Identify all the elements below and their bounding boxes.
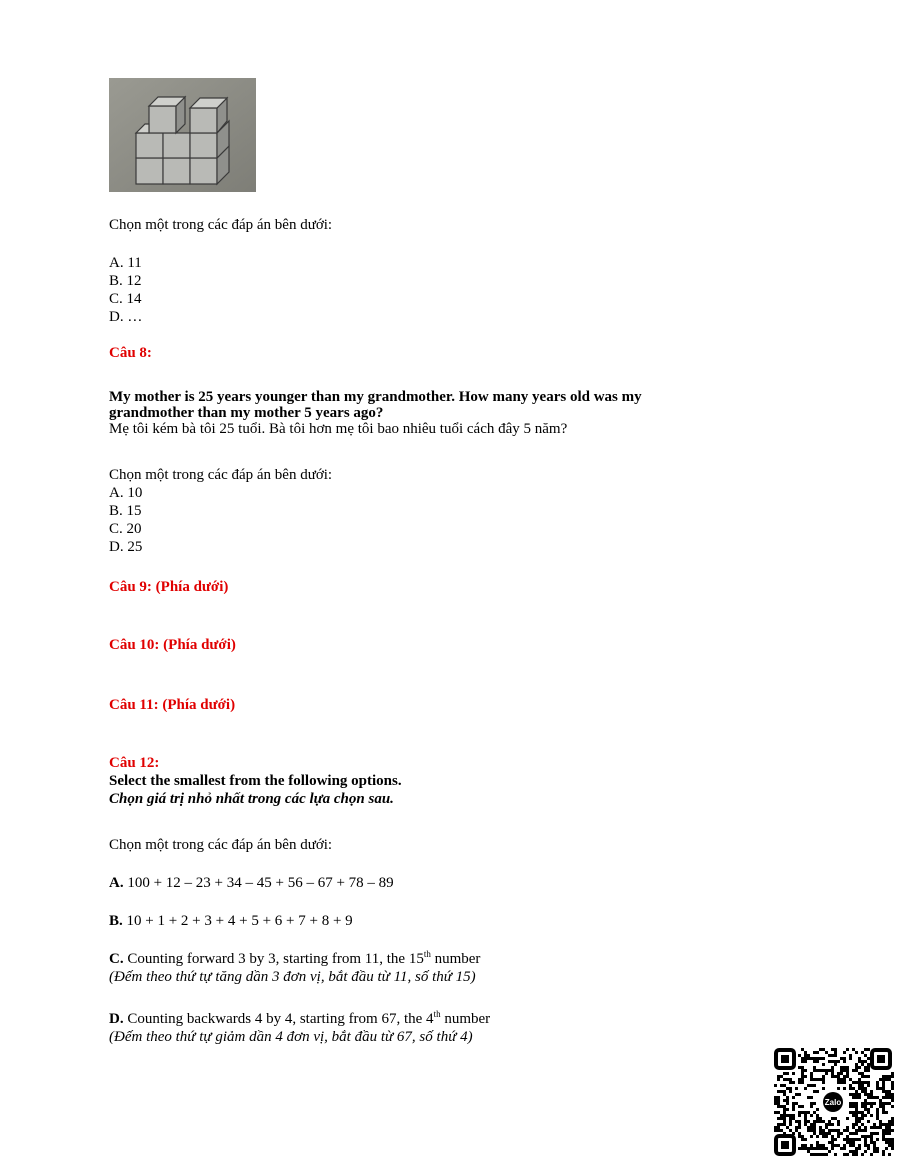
q12-option-d-vi: (Đếm theo thứ tự giảm dần 4 đơn vị, bắt đầu từ 67, số thứ 4) bbox=[109, 1029, 473, 1045]
q12-heading: Câu 12: bbox=[109, 755, 160, 771]
q12-option-b-letter: B. bbox=[109, 913, 123, 929]
q12-option-a-letter: A. bbox=[109, 875, 124, 891]
q12-option-c-text: Counting forward 3 by 3, starting from 11, the 15 bbox=[127, 951, 424, 967]
q8-heading: Câu 8: bbox=[109, 345, 152, 361]
q12-option-c-text-after: number bbox=[434, 951, 481, 967]
q8-option-c[interactable]: C. 20 bbox=[109, 521, 142, 537]
q7-option-a[interactable]: A. 11 bbox=[109, 255, 142, 271]
q7-choose-prompt: Chọn một trong các đáp án bên dưới: bbox=[109, 217, 333, 233]
q7-option-b[interactable]: B. 12 bbox=[109, 273, 142, 289]
zalo-qr-code[interactable] bbox=[772, 1046, 894, 1158]
q8-option-a[interactable]: A. 10 bbox=[109, 485, 143, 501]
q12-option-a[interactable] bbox=[109, 876, 394, 891]
q12-option-c-letter: C. bbox=[109, 951, 124, 967]
q7-option-d[interactable]: D. … bbox=[109, 309, 143, 325]
q8-question-vi: Mẹ tôi kém bà tôi 25 tuổi. Bà tôi hơn mẹ tôi bao nhiêu tuổi cách đây 5 năm? bbox=[109, 421, 568, 437]
q8-option-d[interactable]: D. 25 bbox=[109, 539, 143, 555]
q9-heading: Câu 9: (Phía dưới) bbox=[109, 579, 229, 595]
q12-option-b-text: 10 + 1 + 2 + 3 + 4 + 5 + 6 + 7 + 8 + 9 bbox=[126, 913, 353, 929]
q12-option-c[interactable] bbox=[109, 949, 481, 967]
q11-heading: Câu 11: (Phía dưới) bbox=[109, 697, 236, 713]
q12-choose-prompt: Chọn một trong các đáp án bên dưới: bbox=[109, 837, 333, 853]
q12-option-d-letter: D. bbox=[109, 1011, 124, 1027]
q12-option-d-text-after: number bbox=[444, 1011, 491, 1027]
q8-question-en-line2: grandmother than my mother 5 years ago? bbox=[109, 405, 384, 421]
q12-question-en: Select the smallest from the following options. bbox=[109, 773, 402, 789]
q8-choose-prompt: Chọn một trong các đáp án bên dưới: bbox=[109, 467, 333, 483]
q12-option-d-text: Counting backwards 4 by 4, starting from 67, the 4 bbox=[127, 1011, 434, 1027]
cube-stack-image bbox=[109, 78, 256, 192]
q12-option-d-sup: th bbox=[433, 1009, 441, 1019]
q8-question-en-line1: My mother is 25 years younger than my grandmother. How many years old was my bbox=[109, 389, 642, 405]
q12-option-c-vi: (Đếm theo thứ tự tăng dần 3 đơn vị, bắt đầu từ 11, số thứ 15) bbox=[109, 969, 476, 985]
q7-option-c[interactable]: C. 14 bbox=[109, 291, 142, 307]
q10-heading: Câu 10: (Phía dưới) bbox=[109, 637, 236, 653]
q12-option-d[interactable] bbox=[109, 1009, 491, 1027]
q12-option-c-sup: th bbox=[423, 949, 431, 959]
q12-option-b[interactable] bbox=[109, 914, 353, 929]
q12-option-a-text: 100 + 12 – 23 + 34 – 45 + 56 – 67 + 78 – 89 bbox=[127, 875, 394, 891]
zalo-logo-text: Zalo bbox=[824, 1098, 842, 1107]
q12-question-vi: Chọn giá trị nhỏ nhất trong các lựa chọn sau. bbox=[109, 791, 394, 807]
q8-option-b[interactable]: B. 15 bbox=[109, 503, 142, 519]
